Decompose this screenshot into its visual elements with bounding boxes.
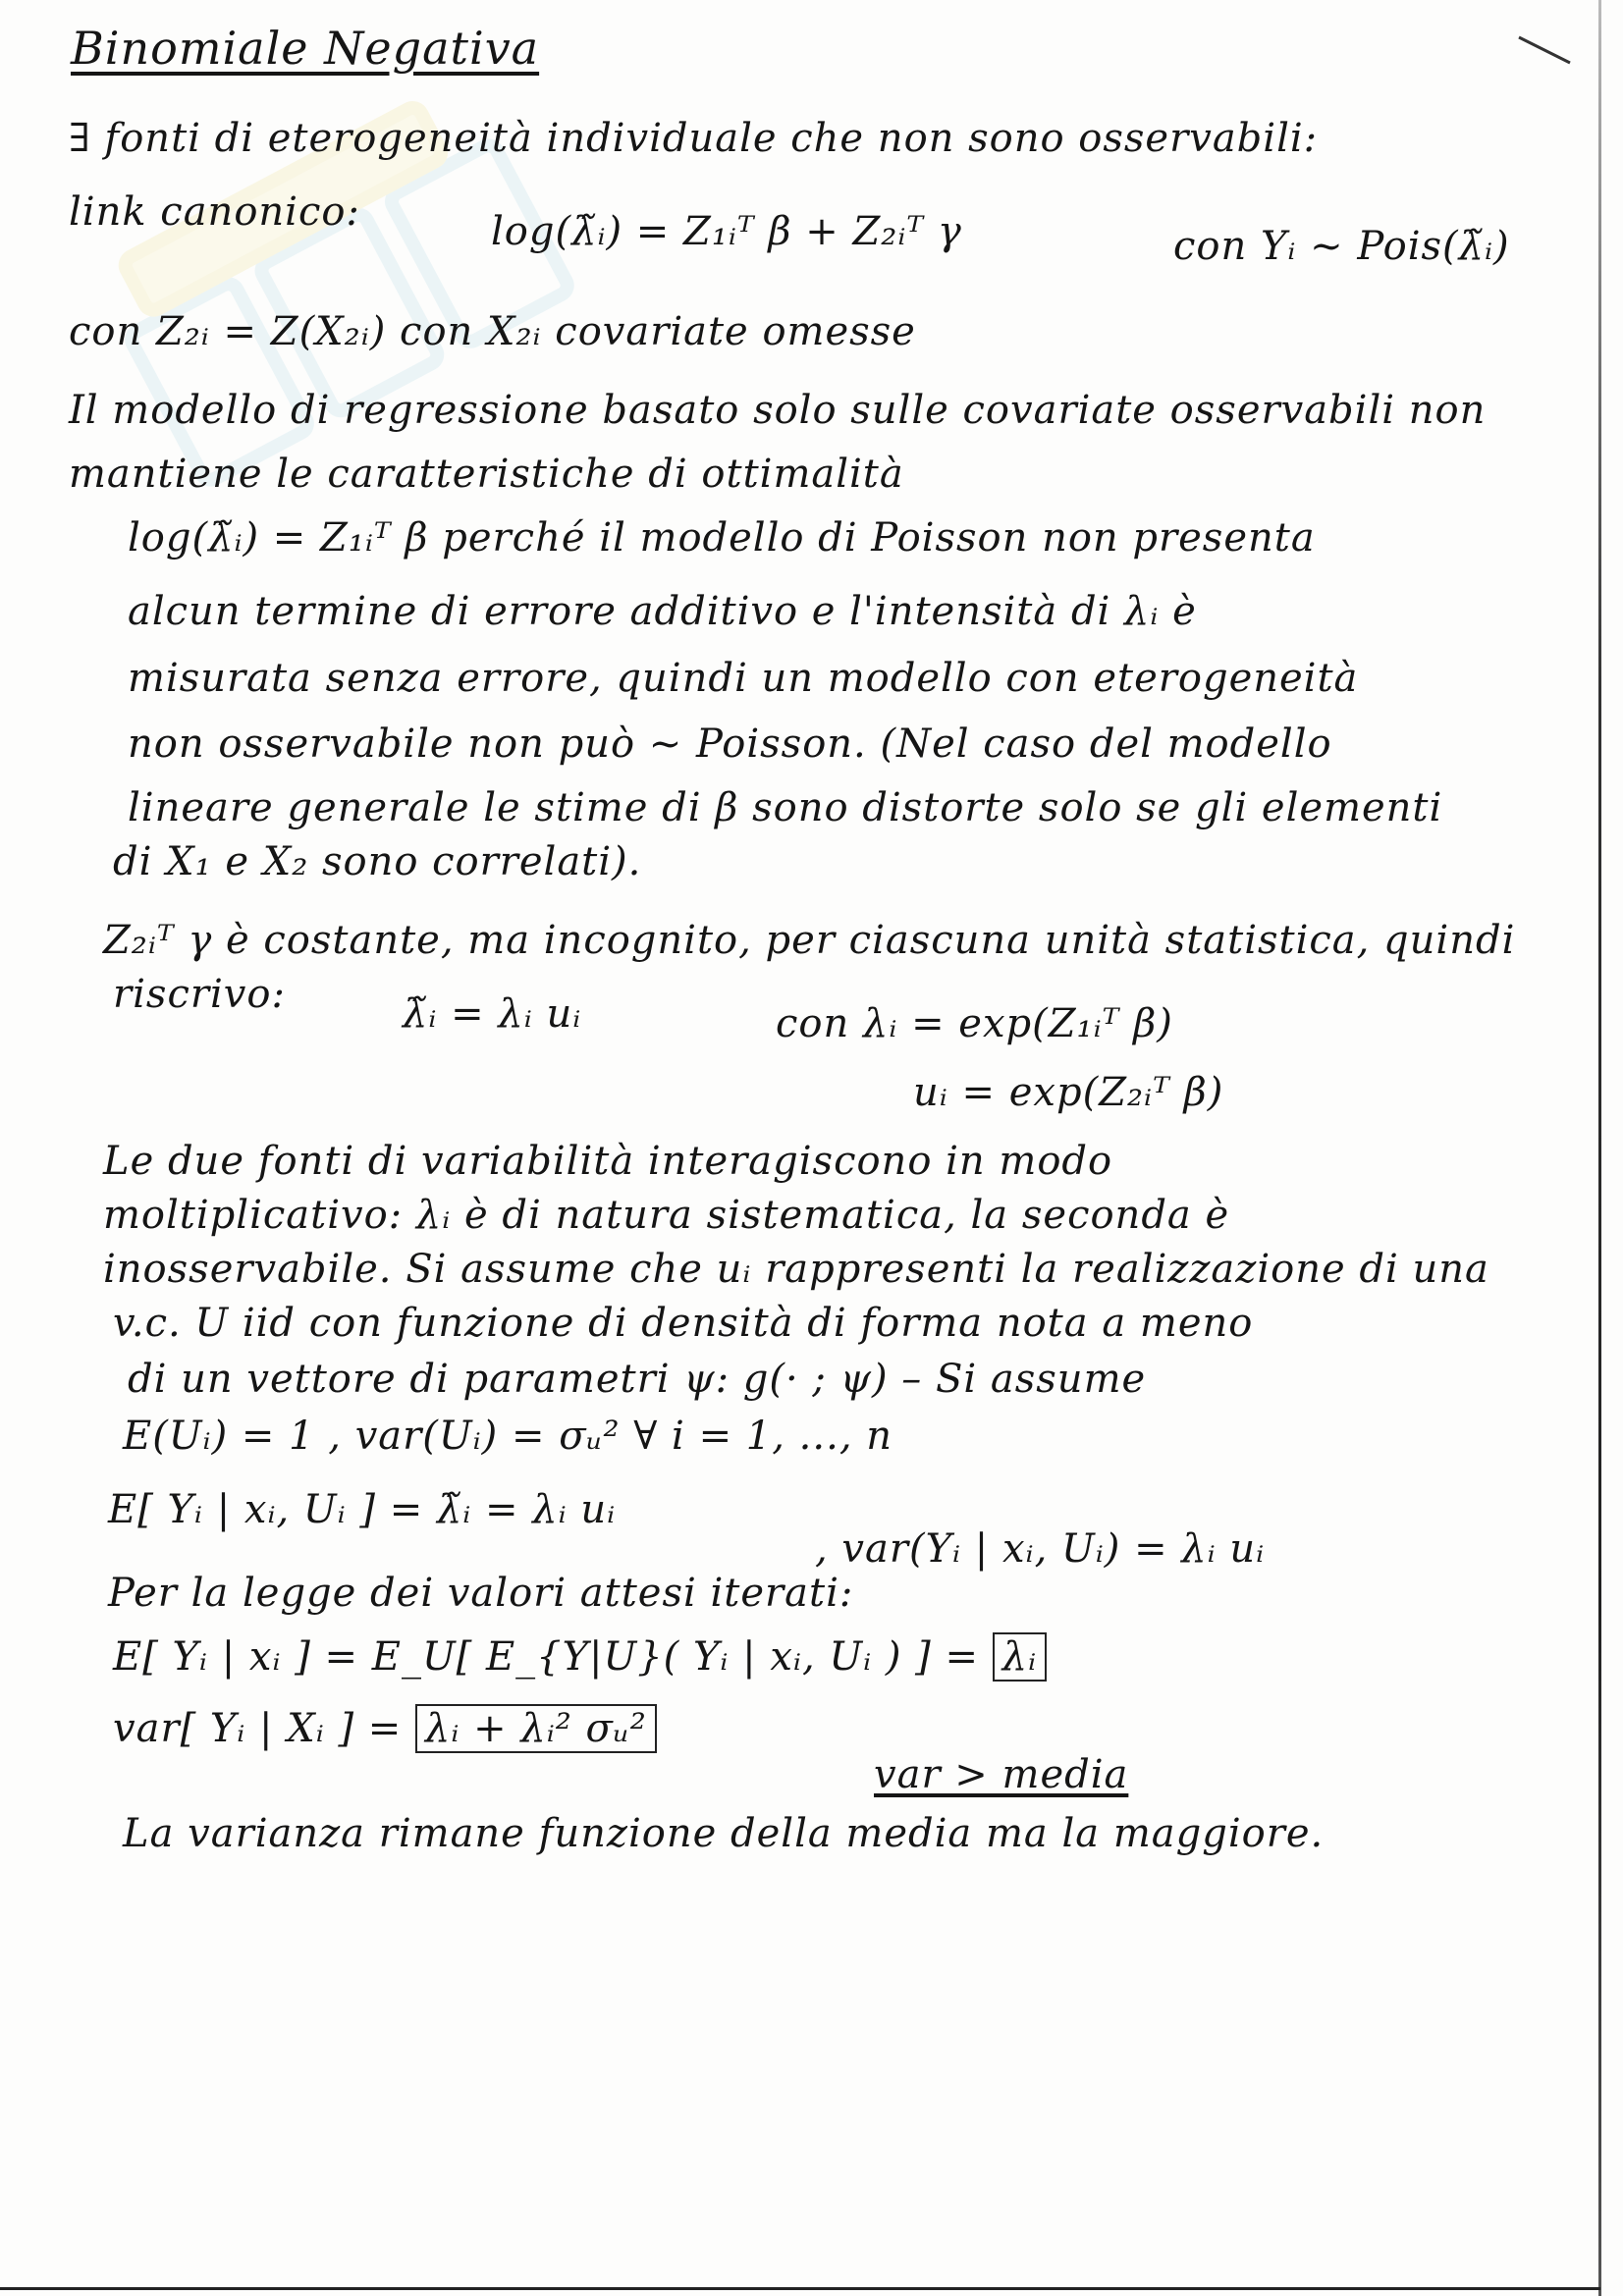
boxed-var-result: λᵢ + λᵢ² σᵤ² (415, 1704, 657, 1753)
text-line-7: alcun termine di errore additivo e l'intensità di λᵢ è (128, 589, 1197, 634)
formula-log-link: log(λ̃ᵢ) = Z₁ᵢᵀ β + Z₂ᵢᵀ γ (491, 209, 962, 254)
overdispersion-note: var > media (874, 1752, 1129, 1797)
formula-lambda: con λᵢ = exp(Z₁ᵢᵀ β) (776, 1001, 1173, 1046)
text-line-2: link canonico: (69, 189, 360, 235)
text-line-14: Le due fonti di variabilità interagiscono in modo (103, 1139, 1113, 1184)
text-line-15: moltiplicativo: λᵢ è di natura sistematica, la seconda è (103, 1193, 1230, 1238)
boxed-mean-result: λᵢ (993, 1632, 1047, 1682)
iterated-mean-expression: E[ Yᵢ | xᵢ ] = E_U[ E_{Y|U}( Yᵢ | xᵢ, Uᵢ ) ] = (113, 1634, 980, 1680)
text-line-19: Per la legge dei valori attesi iterati: (108, 1571, 854, 1616)
formula-u: uᵢ = exp(Z₂ᵢᵀ β) (913, 1070, 1224, 1115)
page-title: Binomiale Negativa (71, 22, 540, 75)
formula-conditional-var: , var(Yᵢ | xᵢ, Uᵢ) = λᵢ uᵢ (815, 1526, 1266, 1572)
formula-expectation-u: E(Uᵢ) = 1 , var(Uᵢ) = σᵤ² ∀ i = 1, ..., n (123, 1414, 893, 1459)
text-line-20: La varianza rimane funzione della media ma la maggiore. (123, 1811, 1325, 1856)
formula-conditional-mean: E[ Yᵢ | xᵢ, Uᵢ ] = λ̃ᵢ = λᵢ uᵢ (108, 1487, 617, 1532)
marginal-var-label: var[ Yᵢ | Xᵢ ] = (113, 1706, 403, 1751)
page-right-edge (1598, 0, 1601, 2296)
text-line-18: di un vettore di parametri ψ: g(· ; ψ) – Si assume (128, 1357, 1147, 1402)
text-line-3: con Z₂ᵢ = Z(X₂ᵢ) con X₂ᵢ covariate omesse (69, 309, 916, 354)
text-line-6: log(λ̃ᵢ) = Z₁ᵢᵀ β perché il modello di Poisson non presenta (128, 515, 1316, 561)
formula-iterated-mean (113, 1634, 1047, 1680)
text-line-8: misurata senza errore, quindi un modello con eterogeneità (128, 656, 1359, 701)
corner-mark (1515, 29, 1574, 69)
text-line-12: Z₂ᵢᵀ γ è costante, ma incognito, per ciascuna unità statistica, quindi (103, 918, 1516, 963)
text-line-1: ∃ fonti di eterogeneità individuale che non sono osservabili: (69, 116, 1319, 161)
text-line-11: di X₁ e X₂ sono correlati). (113, 839, 642, 884)
formula-marginal-var (113, 1706, 657, 1751)
text-line-13: riscrivo: (113, 972, 286, 1017)
text-line-4: Il modello di regressione basato solo sulle covariate osservabili non (69, 388, 1487, 433)
page-bottom-edge (0, 2287, 1600, 2290)
text-line-10: lineare generale le stime di β sono distorte solo se gli elementi (128, 785, 1443, 830)
text-line-17: v.c. U iid con funzione di densità di forma nota a meno (113, 1301, 1254, 1346)
formula-lambda-tilde: λ̃ᵢ = λᵢ uᵢ (403, 991, 582, 1037)
formula-poisson: con Yᵢ ~ Pois(λ̃ᵢ) (1173, 224, 1510, 269)
text-line-9: non osservabile non può ~ Poisson. (Nel caso del modello (128, 721, 1332, 767)
text-line-5: mantiene le caratteristiche di ottimalità (69, 452, 904, 497)
text-line-16: inosservabile. Si assume che uᵢ rappresenti la realizzazione di una (103, 1247, 1489, 1292)
